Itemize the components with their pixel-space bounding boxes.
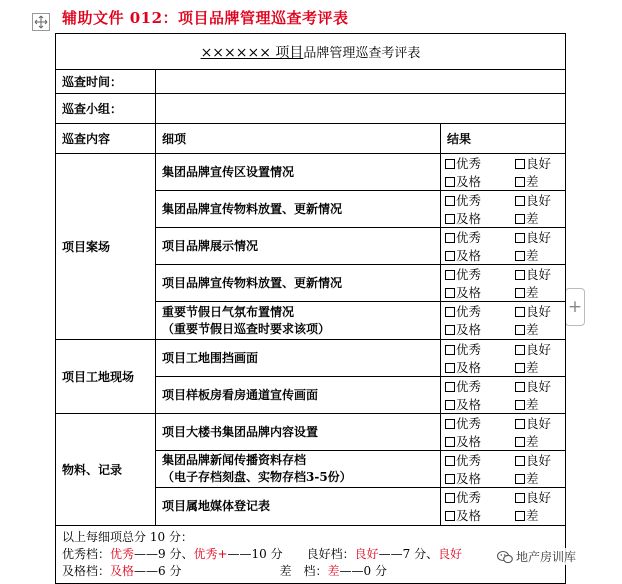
scoring-intro: 以上每细项总分 10 分： xyxy=(62,530,193,544)
checkbox-icon[interactable] xyxy=(515,437,525,447)
table-title-row xyxy=(56,34,566,70)
result-option-poor[interactable] xyxy=(515,173,565,190)
detail-item xyxy=(156,191,441,228)
result-option-poor[interactable] xyxy=(515,433,565,450)
result-option-label: 差 xyxy=(526,284,539,300)
checkbox-icon[interactable] xyxy=(515,474,525,484)
result-option-label: 差 xyxy=(526,508,539,523)
checkbox-icon[interactable] xyxy=(515,493,525,503)
result-option-label: 良好 xyxy=(526,266,552,282)
checkbox-icon[interactable] xyxy=(445,214,455,224)
detail-item-text: 集团品牌宣传区设置情况 xyxy=(162,164,295,179)
result-option-label: 差 xyxy=(526,433,539,449)
detail-item-text: 项目大楼书集团品牌内容设置 xyxy=(162,424,319,439)
checkbox-icon[interactable] xyxy=(445,159,455,169)
result-options xyxy=(441,340,566,377)
pass-grade: 及格 xyxy=(110,564,135,578)
result-option-excellent[interactable] xyxy=(445,266,515,283)
checkbox-icon[interactable] xyxy=(515,382,525,392)
wechat-watermark xyxy=(497,548,576,565)
result-option-label: 及格 xyxy=(456,173,482,189)
checkbox-icon[interactable] xyxy=(515,214,525,224)
col-header-content: 巡查内容 xyxy=(56,124,156,154)
excellent-range-b: ——10 分 xyxy=(227,547,283,561)
checkbox-icon[interactable] xyxy=(445,288,455,298)
inspection-group-row xyxy=(56,94,566,124)
result-option-label: 及格 xyxy=(456,508,482,523)
section-name: 物料、记录 xyxy=(56,414,156,526)
detail-item-text: 项目品牌宣传物料放置、更新情况 xyxy=(162,275,343,290)
checkbox-icon[interactable] xyxy=(515,233,525,243)
result-option-label: 差 xyxy=(526,173,539,189)
result-options xyxy=(441,191,566,228)
plus-icon: + xyxy=(567,297,583,317)
result-option-poor[interactable] xyxy=(515,284,565,301)
result-option-excellent[interactable] xyxy=(445,155,515,172)
result-option-pass[interactable] xyxy=(445,396,515,413)
checkbox-icon[interactable] xyxy=(515,270,525,280)
checkbox-icon[interactable] xyxy=(445,382,455,392)
result-option-pass[interactable] xyxy=(445,210,515,227)
checkbox-icon[interactable] xyxy=(445,196,455,206)
result-option-pass[interactable] xyxy=(445,284,515,301)
result-option-label: 差 xyxy=(526,470,539,486)
section-name: 项目案场 xyxy=(56,154,156,340)
detail-item xyxy=(156,340,441,377)
page-title: 辅助文件 012：项目品牌管理巡查考评表 xyxy=(62,9,349,27)
result-options xyxy=(441,414,566,451)
inspection-time-row xyxy=(56,70,566,94)
result-option-label: 差 xyxy=(526,322,539,337)
checkbox-icon[interactable] xyxy=(515,159,525,169)
detail-item xyxy=(156,377,441,414)
result-option-label: 优秀 xyxy=(456,452,482,468)
result-option-label: 及格 xyxy=(456,322,482,337)
pass-tier-label: 及格档： xyxy=(62,564,111,578)
result-option-label: 优秀 xyxy=(456,192,482,208)
pass-range: ——6 分 xyxy=(134,564,182,578)
result-option-excellent[interactable] xyxy=(445,452,515,469)
checkbox-icon[interactable] xyxy=(445,325,455,335)
result-option-excellent[interactable] xyxy=(445,303,515,320)
checkbox-icon[interactable] xyxy=(515,196,525,206)
result-option-poor[interactable] xyxy=(515,247,565,264)
checkbox-icon[interactable] xyxy=(515,363,525,373)
result-option-pass[interactable] xyxy=(445,470,515,487)
wechat-icon xyxy=(497,550,513,564)
checkbox-icon[interactable] xyxy=(445,456,455,466)
result-option-good[interactable] xyxy=(515,378,565,395)
detail-item-text: 项目样板房看房通道宣传画面 xyxy=(162,387,319,402)
result-option-label: 及格 xyxy=(456,396,482,412)
detail-item xyxy=(156,414,441,451)
result-option-excellent[interactable] xyxy=(445,415,515,432)
detail-item-text: 集团品牌新闻传播资料存档 xyxy=(162,453,307,467)
result-option-poor[interactable] xyxy=(515,470,565,487)
detail-item-text: 项目品牌展示情况 xyxy=(162,238,259,253)
result-option-good[interactable] xyxy=(515,266,565,283)
result-option-good[interactable] xyxy=(515,452,565,469)
move-arrows-icon xyxy=(34,15,48,29)
excellent-plus-grade: 优秀+ xyxy=(193,547,228,561)
checkbox-icon[interactable] xyxy=(445,400,455,410)
checkbox-icon[interactable] xyxy=(515,345,525,355)
checkbox-icon[interactable] xyxy=(445,233,455,243)
checkbox-icon[interactable] xyxy=(515,288,525,298)
detail-item-text: 项目工地围挡画面 xyxy=(162,350,259,365)
table-row xyxy=(56,340,566,377)
result-option-pass[interactable] xyxy=(445,359,515,376)
inspection-group-field[interactable] xyxy=(156,94,566,124)
result-options xyxy=(441,488,566,526)
result-option-poor[interactable] xyxy=(515,507,565,524)
checkbox-icon[interactable] xyxy=(445,307,455,317)
result-option-label: 及格 xyxy=(456,359,482,375)
checkbox-icon[interactable] xyxy=(445,177,455,187)
result-options xyxy=(441,265,566,302)
scoring-line-2 xyxy=(62,563,559,580)
inspection-time-label: 巡查时间： xyxy=(56,70,156,94)
result-option-pass[interactable] xyxy=(445,321,515,338)
result-option-label: 良好 xyxy=(526,155,552,171)
section-name: 项目工地现场 xyxy=(56,340,156,414)
result-option-label: 优秀 xyxy=(456,155,482,171)
column-header-row xyxy=(56,124,566,154)
checkbox-icon[interactable] xyxy=(445,493,455,503)
poor-tier-label: 差 档： xyxy=(279,564,328,578)
scoring-notes xyxy=(56,526,566,584)
checkbox-icon[interactable] xyxy=(515,456,525,466)
result-option-excellent[interactable] xyxy=(445,192,515,209)
result-option-poor[interactable] xyxy=(515,359,565,376)
detail-item xyxy=(156,154,441,191)
checkbox-icon[interactable] xyxy=(515,251,525,261)
checkbox-icon[interactable] xyxy=(445,437,455,447)
checkbox-icon[interactable] xyxy=(445,345,455,355)
result-options xyxy=(441,228,566,265)
result-option-label: 优秀 xyxy=(456,415,482,431)
checkbox-icon[interactable] xyxy=(515,307,525,317)
result-option-label: 良好 xyxy=(526,304,552,319)
poor-range: ——0 分 xyxy=(339,564,387,578)
detail-item xyxy=(156,488,441,526)
result-option-good[interactable] xyxy=(515,155,565,172)
result-option-label: 良好 xyxy=(526,452,552,468)
table-move-handle[interactable] xyxy=(32,13,50,31)
good-tier-label: 良好档： xyxy=(306,547,355,561)
footer-row xyxy=(56,526,566,584)
result-option-excellent[interactable] xyxy=(445,229,515,246)
detail-item-text: 重要节假日气氛布置情况 xyxy=(162,304,295,319)
result-option-label: 良好 xyxy=(526,229,552,245)
result-option-label: 良好 xyxy=(526,341,552,357)
watermark-text: 地产房训库 xyxy=(516,550,577,564)
result-options xyxy=(441,154,566,191)
result-option-label: 及格 xyxy=(456,247,482,263)
form-title xyxy=(56,34,566,70)
inspection-group-label: 巡查小组： xyxy=(56,94,156,124)
detail-item xyxy=(156,451,441,488)
inspection-time-field[interactable] xyxy=(156,70,566,94)
excellent-tier-label: 优秀档： xyxy=(62,547,111,561)
detail-item-text: 项目属地媒体登记表 xyxy=(162,499,271,513)
result-option-label: 优秀 xyxy=(456,304,482,319)
scoring-line-1 xyxy=(62,546,559,563)
result-option-label: 良好 xyxy=(526,415,552,431)
table-row xyxy=(56,154,566,191)
result-option-label: 及格 xyxy=(456,433,482,449)
result-option-pass[interactable] xyxy=(445,247,515,264)
result-option-label: 优秀 xyxy=(456,378,482,394)
checkbox-icon[interactable] xyxy=(445,270,455,280)
good-range-a: ——7 分、 xyxy=(378,547,439,561)
result-option-label: 差 xyxy=(526,247,539,263)
result-option-pass[interactable] xyxy=(445,433,515,450)
table-row xyxy=(56,414,566,451)
result-option-label: 良好 xyxy=(526,490,552,505)
result-option-poor[interactable] xyxy=(515,321,565,338)
result-option-poor[interactable] xyxy=(515,396,565,413)
checkbox-icon[interactable] xyxy=(445,363,455,373)
detail-item-note: （重要节假日巡查时要求该项） xyxy=(162,321,331,336)
checkbox-icon[interactable] xyxy=(515,325,525,335)
result-option-label: 及格 xyxy=(456,210,482,226)
result-options xyxy=(441,451,566,488)
checkbox-icon[interactable] xyxy=(445,251,455,261)
detail-item xyxy=(156,228,441,265)
col-header-result: 结果 xyxy=(441,124,566,154)
result-option-pass[interactable] xyxy=(445,173,515,190)
excellent-grade: 优秀 xyxy=(110,547,135,561)
poor-grade: 差 xyxy=(327,564,340,578)
add-column-button[interactable] xyxy=(565,288,585,326)
result-options xyxy=(441,302,566,340)
result-option-pass[interactable] xyxy=(445,507,515,524)
good-grade: 良好 xyxy=(354,547,379,561)
result-option-good[interactable] xyxy=(515,192,565,209)
result-option-good[interactable] xyxy=(515,341,565,358)
good-grade-b: 良好 xyxy=(438,547,463,561)
result-option-label: 优秀 xyxy=(456,341,482,357)
result-option-label: 差 xyxy=(526,210,539,226)
checkbox-icon[interactable] xyxy=(445,474,455,484)
result-option-good[interactable] xyxy=(515,229,565,246)
col-header-detail: 细项 xyxy=(156,124,441,154)
result-option-good[interactable] xyxy=(515,415,565,432)
result-option-excellent[interactable] xyxy=(445,378,515,395)
result-option-label: 差 xyxy=(526,359,539,375)
result-option-excellent[interactable] xyxy=(445,489,515,506)
detail-item-text: 集团品牌宣传物料放置、更新情况 xyxy=(162,201,343,216)
result-option-label: 优秀 xyxy=(456,266,482,282)
result-options xyxy=(441,377,566,414)
result-option-label: 优秀 xyxy=(456,490,482,505)
checkbox-icon[interactable] xyxy=(515,511,525,521)
excellent-range-a: ——9 分、 xyxy=(134,547,194,561)
evaluation-table xyxy=(55,33,566,584)
form-title-text: 品牌管理巡查考评表 xyxy=(303,45,421,61)
checkbox-icon[interactable] xyxy=(445,419,455,429)
result-option-label: 良好 xyxy=(526,378,552,394)
result-option-label: 优秀 xyxy=(456,229,482,245)
checkbox-icon[interactable] xyxy=(515,400,525,410)
result-option-label: 良好 xyxy=(526,192,552,208)
checkbox-icon[interactable] xyxy=(515,177,525,187)
result-option-good[interactable] xyxy=(515,303,565,320)
result-option-excellent[interactable] xyxy=(445,341,515,358)
detail-item-note: （电子存档刻盘、实物存档3-5份） xyxy=(162,470,352,484)
result-option-label: 及格 xyxy=(456,284,482,300)
result-option-good[interactable] xyxy=(515,489,565,506)
checkbox-icon[interactable] xyxy=(515,419,525,429)
checkbox-icon[interactable] xyxy=(445,511,455,521)
result-option-label: 差 xyxy=(526,396,539,412)
detail-item xyxy=(156,302,441,340)
project-name: ×××××× 项目 xyxy=(200,44,304,61)
result-option-poor[interactable] xyxy=(515,210,565,227)
result-option-label: 及格 xyxy=(456,470,482,486)
detail-item xyxy=(156,265,441,302)
